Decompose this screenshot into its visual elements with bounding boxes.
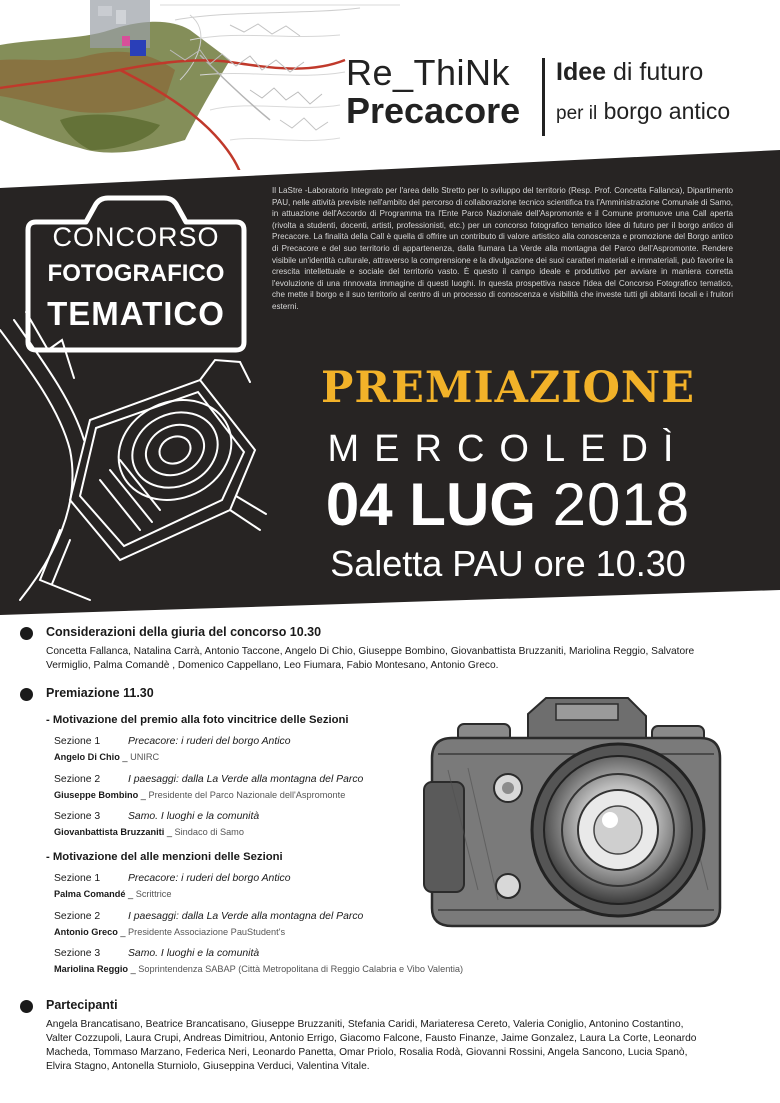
mention-presenter <box>54 964 463 974</box>
mention-theme: Precacore: i ruderi del borgo Antico <box>128 873 291 884</box>
brand-title-line2: Precacore <box>346 90 521 131</box>
winner-presenter <box>54 827 244 837</box>
participants-line: Elvira Stagno, Antonella Sturniolo, Giuseppina Verduci, Valentina Vitale. <box>46 1061 370 1072</box>
winner-theme: Precacore: i ruderi del borgo Antico <box>128 736 291 747</box>
presenter-role: Scrittrice <box>135 889 172 899</box>
intro-paragraph: Il LaStre -Laboratorio Integrato per l'area dello Stretto per lo sviluppo del territorio (Resp. Prof. Concetta Fallanca), Dipartimento PAU, nelle attività previste nell'ambito del percorso di collaborazione tecnico scientifica tra l'Amministrazione Comunale di Samo, in attuazione dell'Accordo di Programma tra l'Ente Parco Nazionale dell'Aspromonte e il Comune promuove una Call aperta (rivolta a studenti, docenti, artisti, professionisti, etc.) per un concorso fotografico tematico Idee di futuro per il borgo antico di Precacore. La finalità della Call è quella di offrire un contributo di valore artistico alla conoscenza e promozione del Borgo antico di Precacore e del suo territorio di appartenenza, dalla fiumara La Verde alla montagna del Parco dell'Aspromonte. Rendere visibile un'identità culturale, attraverso la comprensione e la divulgazione dei suoi caratteri materiali e immateriali, può favorire la crescita intellettuale e sociale del territorio vasto. È questo il campo ideale e produttivo per avviare in maniera corretta l'evoluzione di una rinnovata immagine di questi luoghi. In questa prospettiva nasce l'idea del Concorso Fotografico tematico, che mette il borgo e il suo territorio al centro di un processo di conoscenza e visibilità che investe tutti gli abitanti locali e i fruitori esterni. <box>272 186 733 311</box>
brand-divider <box>542 58 545 136</box>
jury-line: Vermiglio, Palma Comandè , Domenico Cappellano, Leo Fiumara, Fabio Montesano, Antonio Greco. <box>46 660 499 671</box>
presenter-sep: _ <box>119 752 131 762</box>
mention-theme: Samo. I luoghi e la comunità <box>128 948 260 959</box>
event-date-day-month: 04 LUG <box>325 471 536 538</box>
camera-illustration <box>418 690 733 935</box>
awards-title: Premiazione 11.30 <box>46 686 154 700</box>
camera-sketch-illustration <box>0 300 280 610</box>
presenter-role: UNIRC <box>130 752 160 762</box>
tagline-line2-b: borgo antico <box>597 98 731 124</box>
presenter-name: Giuseppe Bombino <box>54 790 139 800</box>
contest-line2: FOTOGRAFICO <box>47 260 225 287</box>
presenter-sep: _ <box>164 827 175 837</box>
presenter-name: Giovanbattista Bruzzaniti <box>54 827 165 837</box>
winners-title: - Motivazione del premio alla foto vincitrice delle Sezioni <box>46 714 349 726</box>
presenter-role: Soprintendenza SABAP (Città Metropolitana di Reggio Calabria e Vibo Valentia) <box>138 964 464 974</box>
participants-list <box>46 1018 746 1074</box>
project-brand <box>346 52 766 142</box>
winner-theme: I paesaggi: dalla La Verde alla montagna del Parco <box>128 774 364 785</box>
jury-title: Considerazioni della giuria del concorso 10.30 <box>46 625 322 639</box>
jury-line: Concetta Fallanca, Natalina Carrà, Antonio Taccone, Angelo Di Chio, Giuseppe Bombino, Giovanbattista Bruzzaniti, Mariolina Reggio, Salvatore <box>46 646 695 657</box>
mentions-title: - Motivazione del alle menzioni delle Sezioni <box>46 851 283 863</box>
presenter-sep: _ <box>138 790 149 800</box>
brand-tagline-line2 <box>556 98 730 125</box>
mention-presenter <box>54 927 285 937</box>
participants-title: Partecipanti <box>46 998 118 1012</box>
mention-section: Sezione 1 <box>54 873 101 884</box>
presenter-role: Sindaco di Samo <box>174 827 244 837</box>
mention-theme: I paesaggi: dalla La Verde alla montagna del Parco <box>128 911 364 922</box>
winner-theme: Samo. I luoghi e la comunità <box>128 811 260 822</box>
contest-line3: TEMATICO <box>47 295 225 332</box>
bullet-icon <box>20 627 33 640</box>
winner-section: Sezione 2 <box>54 774 101 785</box>
participants-line: Angela Brancatisano, Beatrice Brancatisano, Giuseppe Bruzzaniti, Stefania Caridi, Mariateresa Cereto, Valeria Coniglio, Antonino Costantino, <box>46 1019 684 1030</box>
presenter-sep: _ <box>117 927 129 937</box>
presenter-sep: _ <box>125 889 136 899</box>
presenter-sep: _ <box>128 964 139 974</box>
event-venue-time: Saletta PAU ore 10.30 <box>330 543 686 584</box>
presenter-role: Presidente del Parco Nazionale dell'Aspromonte <box>148 790 346 800</box>
winner-presenter <box>54 752 159 762</box>
presenter-name: Antonio Greco <box>54 927 118 937</box>
event-headline: PREMIAZIONE <box>321 363 695 413</box>
tagline-line2-a: per il <box>556 103 598 124</box>
mention-presenter <box>54 889 171 899</box>
winner-section: Sezione 1 <box>54 736 101 747</box>
winner-section: Sezione 3 <box>54 811 101 822</box>
event-date-year: 2018 <box>552 471 691 538</box>
bullet-icon <box>20 688 33 701</box>
bullet-icon <box>20 1000 33 1013</box>
winner-presenter <box>54 790 345 800</box>
tagline-rest: di futuro <box>606 58 704 86</box>
presenter-role: Presidente Associazione PauStudent's <box>128 927 286 937</box>
presenter-name: Mariolina Reggio <box>54 964 129 974</box>
mention-section: Sezione 3 <box>54 948 101 959</box>
brand-tagline-line1 <box>556 58 703 87</box>
brand-title-line1: Re_ThiNk <box>346 52 511 93</box>
presenter-name: Angelo Di Chio <box>54 752 120 762</box>
mention-section: Sezione 2 <box>54 911 101 922</box>
aerial-map-illustration <box>0 0 400 170</box>
header <box>0 0 780 170</box>
event-date <box>283 470 733 539</box>
event-weekday: MERCOLEDÌ <box>327 428 689 470</box>
contest-line1: CONCORSO <box>52 222 220 252</box>
participants-line: Macheda, Tommaso Marzano, Federica Neri, Leonardo Panetta, Omar Priolo, Rosalia Rodà, Giovanni Rossini, Angela Sancono, Lucia Spanò, <box>46 1047 688 1058</box>
presenter-name: Palma Comandé <box>54 889 126 899</box>
tagline-bold: Idee <box>556 58 607 86</box>
jury-members <box>46 645 746 673</box>
participants-line: Valter Cozzupoli, Laura Crupi, Andreas Dimitriou, Antonio Errigo, Giacomo Falcone, Fausto Finanze, Jaime Gonzalez, Laura La Corte, Leonardo <box>46 1033 697 1044</box>
